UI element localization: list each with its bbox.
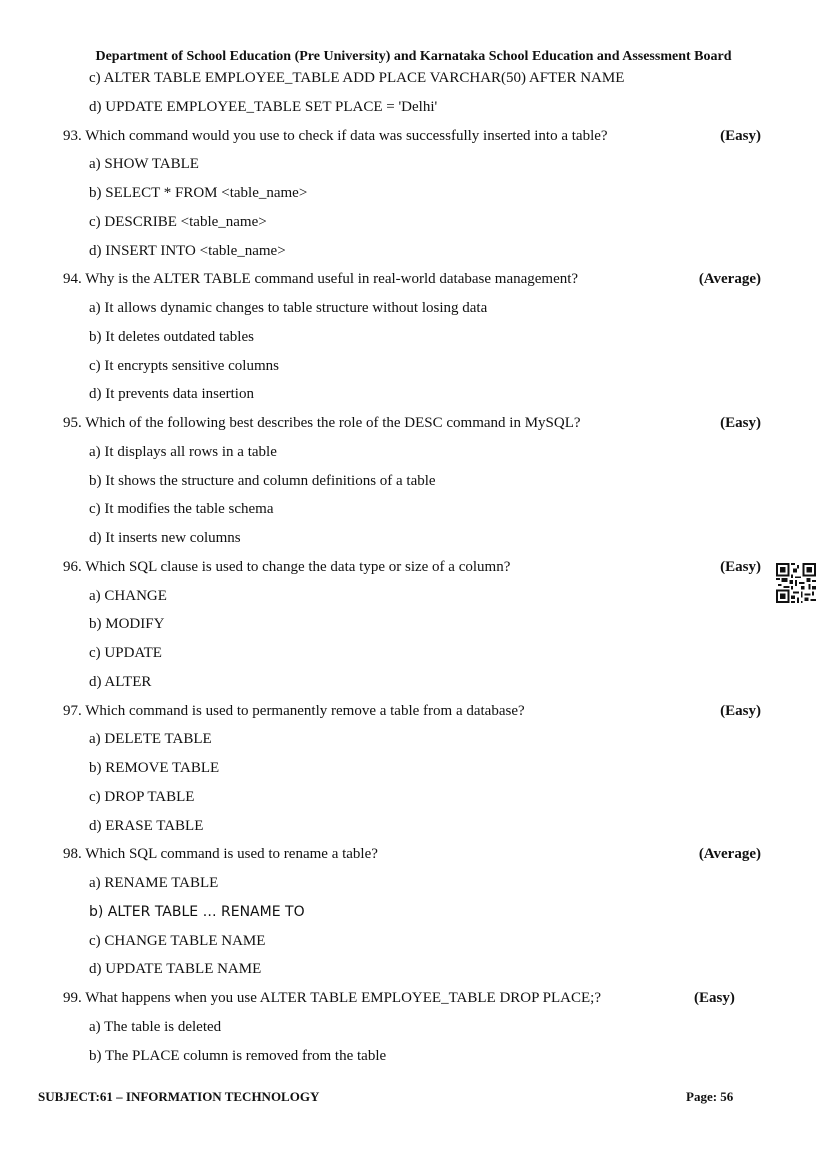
question-text: 96. Which SQL clause is used to change the data type or size of a column? xyxy=(63,558,511,575)
option-line xyxy=(0,1013,827,1042)
option-text: c) It modifies the table schema xyxy=(89,501,274,518)
option-line xyxy=(0,1042,827,1071)
option-line xyxy=(0,783,827,812)
option-text: a) DELETE TABLE xyxy=(89,731,212,748)
option-text: b) ALTER TABLE … RENAME TO xyxy=(89,903,305,920)
question-text: 97. Which command is used to permanently remove a table from a database? xyxy=(63,702,525,719)
option-line xyxy=(0,668,827,697)
question-line xyxy=(0,984,827,1013)
option-line xyxy=(0,898,827,927)
option-line xyxy=(0,237,827,266)
difficulty-label: (Average) xyxy=(698,846,761,863)
option-line xyxy=(0,639,827,668)
option-text: d) It prevents data insertion xyxy=(89,386,254,403)
option-text: b) MODIFY xyxy=(89,616,165,633)
difficulty-label: (Easy) xyxy=(720,558,761,575)
option-text: c) CHANGE TABLE NAME xyxy=(89,932,266,949)
qr-code-icon xyxy=(776,563,816,603)
option-text: d) It inserts new columns xyxy=(89,530,241,546)
option-text: d) ALTER xyxy=(89,673,152,690)
difficulty-label: (Average) xyxy=(698,271,761,288)
option-text: a) It allows dynamic changes to table structure without losing data xyxy=(89,300,488,316)
option-text: b) It shows the structure and column definitions of a table xyxy=(89,472,436,489)
option-text: d) ERASE TABLE xyxy=(89,817,204,834)
question-line xyxy=(0,697,827,726)
option-line xyxy=(0,179,827,208)
question-text: 95. Which of the following best describes the role of the DESC command in MySQL? xyxy=(63,415,581,431)
option-line xyxy=(0,869,827,898)
question-line xyxy=(0,553,827,582)
option-line xyxy=(0,294,827,323)
option-text: b) It deletes outdated tables xyxy=(89,328,254,345)
option-line xyxy=(0,582,827,611)
option-text: c) ALTER TABLE EMPLOYEE_TABLE ADD PLACE VARCHAR(50) AFTER NAME xyxy=(89,70,625,86)
option-line xyxy=(0,927,827,956)
option-text: b) SELECT * FROM <table_name> xyxy=(89,185,308,201)
option-text: a) RENAME TABLE xyxy=(89,875,219,891)
option-line xyxy=(0,323,827,352)
option-text: b) The PLACE column is removed from the table xyxy=(89,1047,387,1064)
option-text: c) It encrypts sensitive columns xyxy=(89,357,279,374)
option-line xyxy=(0,93,827,122)
option-line xyxy=(0,955,827,984)
page-header: Department of School Education (Pre University) and Karnataka School Education and Assessment Board xyxy=(95,49,732,64)
question-text: 99. What happens when you use ALTER TABLE EMPLOYEE_TABLE DROP PLACE;? xyxy=(63,990,601,1006)
option-line xyxy=(0,495,827,524)
question-list xyxy=(0,64,827,1070)
footer-subject: SUBJECT:61 – INFORMATION TECHNOLOGY xyxy=(38,1089,320,1104)
option-line xyxy=(0,725,827,754)
question-text: 98. Which SQL command is used to rename a table? xyxy=(63,846,378,863)
difficulty-label: (Easy) xyxy=(720,127,761,144)
option-text: c) DESCRIBE <table_name> xyxy=(89,213,267,230)
option-text: c) UPDATE xyxy=(89,645,162,661)
question-text: 93. Which command would you use to check if data was successfully inserted into a table? xyxy=(63,127,608,144)
option-line xyxy=(0,352,827,381)
difficulty-label: (Easy) xyxy=(720,415,761,431)
option-text: a) The table is deleted xyxy=(89,1018,222,1035)
option-line xyxy=(0,812,827,841)
option-text: c) DROP TABLE xyxy=(89,788,195,805)
option-line xyxy=(0,150,827,179)
option-line xyxy=(0,64,827,93)
option-text: b) REMOVE TABLE xyxy=(89,760,220,776)
question-text: 94. Why is the ALTER TABLE command useful in real-world database management? xyxy=(63,271,579,288)
option-line xyxy=(0,438,827,467)
question-line xyxy=(0,122,827,151)
option-text: a) CHANGE xyxy=(89,587,167,604)
option-text: d) INSERT INTO <table_name> xyxy=(89,242,286,259)
option-line xyxy=(0,524,827,553)
question-line xyxy=(0,840,827,869)
option-line xyxy=(0,610,827,639)
footer-page-number: Page: 56 xyxy=(686,1089,734,1104)
option-line xyxy=(0,380,827,409)
question-line xyxy=(0,409,827,438)
option-line xyxy=(0,208,827,237)
question-line xyxy=(0,265,827,294)
option-text: d) UPDATE EMPLOYEE_TABLE SET PLACE = 'Delhi' xyxy=(89,98,438,115)
option-line xyxy=(0,467,827,496)
option-text: d) UPDATE TABLE NAME xyxy=(89,961,262,978)
option-text: a) It displays all rows in a table xyxy=(89,443,277,460)
option-text: a) SHOW TABLE xyxy=(89,156,199,173)
option-line xyxy=(0,754,827,783)
difficulty-label: (Easy) xyxy=(694,990,735,1006)
difficulty-label: (Easy) xyxy=(720,702,761,719)
